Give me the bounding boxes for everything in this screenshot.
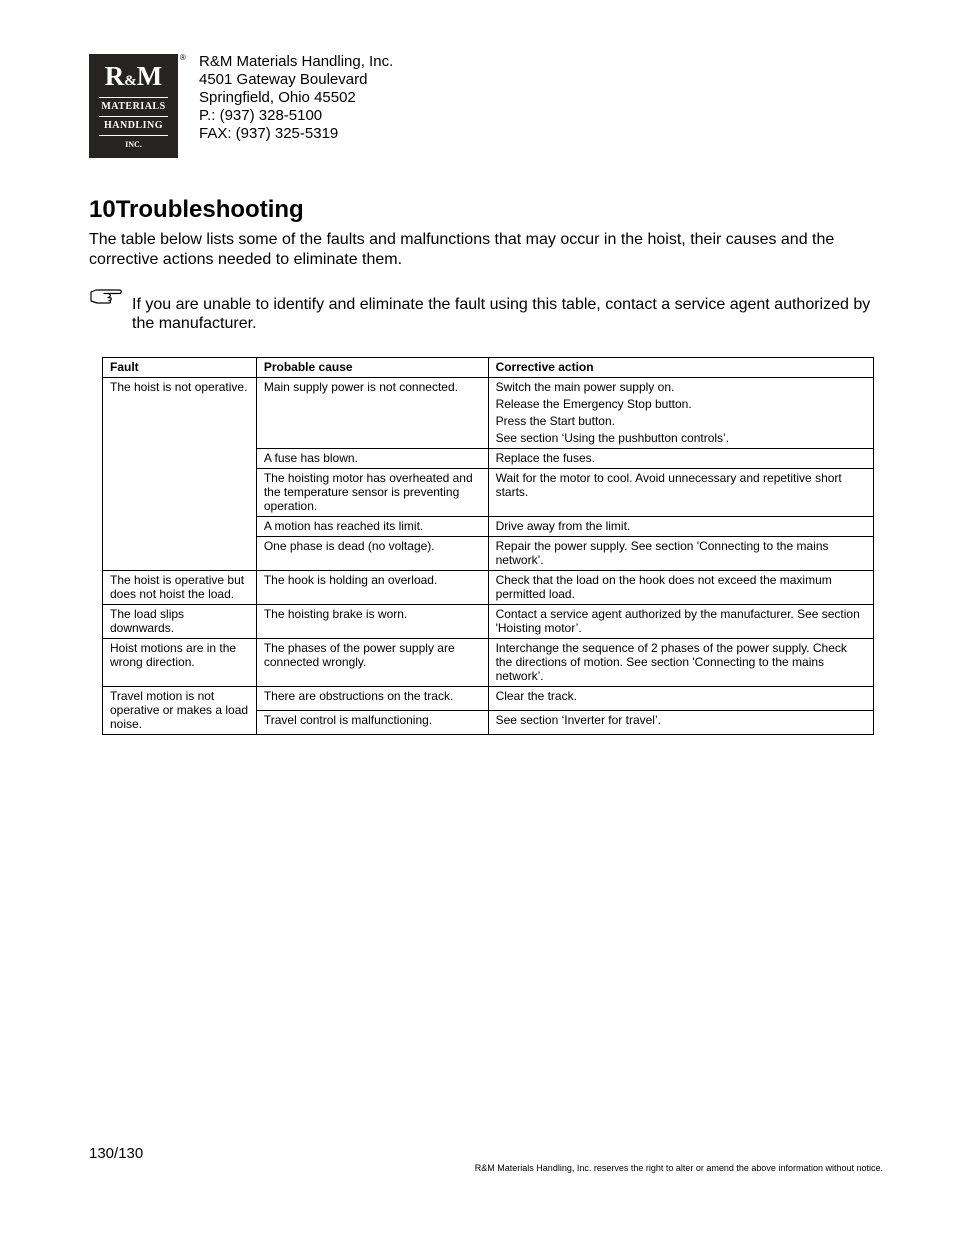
header-corrective-action: Corrective action bbox=[488, 358, 873, 378]
action-cell: See section ‘Inverter for travel’. bbox=[488, 711, 873, 735]
table-row bbox=[103, 687, 874, 711]
footer-disclaimer: R&M Materials Handling, Inc. reserves the right to alter or amend the above information without notice. bbox=[474, 1163, 883, 1173]
action-cell: Clear the track. bbox=[488, 687, 873, 711]
note-paragraph: If you are unable to identify and eliminate the fault using this table, contact a service agent authorized by the manufacturer. bbox=[132, 296, 871, 332]
header-fault: Fault bbox=[103, 358, 257, 378]
header-probable-cause: Probable cause bbox=[256, 358, 488, 378]
logo-divider bbox=[99, 97, 168, 98]
cause-cell: Travel control is malfunctioning. bbox=[256, 711, 488, 735]
cause-cell: A fuse has blown. bbox=[256, 449, 488, 469]
registered-mark: ® bbox=[180, 53, 186, 62]
action-cell: Wait for the motor to cool. Avoid unnecessary and repetitive short starts. bbox=[488, 469, 873, 517]
logo-mark: R&M bbox=[104, 61, 163, 91]
fault-cell: Hoist motions are in the wrong direction. bbox=[103, 639, 257, 687]
cause-cell: The hoisting motor has overheated and the temperature sensor is preventing operation. bbox=[256, 469, 488, 517]
action-step: Press the Start button. bbox=[495, 414, 615, 428]
action-cell: Replace the fuses. bbox=[488, 449, 873, 469]
action-step: Switch the main power supply on. bbox=[495, 380, 675, 394]
address-line: FAX: (937) 325-5319 bbox=[199, 125, 339, 142]
address-line: P.: (937) 328-5100 bbox=[199, 107, 323, 124]
logo-line-3: INC. bbox=[125, 140, 142, 149]
table-header-row bbox=[103, 358, 874, 378]
table-row bbox=[103, 605, 874, 639]
cause-cell: The hoisting brake is worn. bbox=[256, 605, 488, 639]
action-cell: Check that the load on the hook does not exceed the maximum permitted load. bbox=[488, 571, 873, 605]
cause-cell: Main supply power is not connected. bbox=[256, 378, 488, 449]
intro-paragraph: The table below lists some of the faults and malfunctions that may occur in the hoist, their causes and the corrective actions needed to eliminate them. bbox=[89, 231, 835, 268]
cause-cell: A motion has reached its limit. bbox=[256, 517, 488, 537]
fault-cell: The hoist is operative but does not hoist the load. bbox=[103, 571, 257, 605]
pointing-hand-icon bbox=[89, 284, 129, 306]
action-cell: Interchange the sequence of 2 phases of the power supply. Check the directions of motion. See section 'Connecting to the mains network’. bbox=[488, 639, 873, 687]
cause-cell: The phases of the power supply are connected wrongly. bbox=[256, 639, 488, 687]
action-cell: Drive away from the limit. bbox=[488, 517, 873, 537]
troubleshooting-table bbox=[102, 357, 874, 735]
action-cell: Repair the power supply. See section 'Connecting to the mains network’. bbox=[488, 537, 873, 571]
action-cell bbox=[488, 378, 873, 449]
action-step: Release the Emergency Stop button. bbox=[495, 397, 692, 411]
cause-cell: There are obstructions on the track. bbox=[256, 687, 488, 711]
logo-divider bbox=[99, 135, 168, 136]
logo-divider bbox=[99, 116, 168, 117]
action-step: See section ‘Using the pushbutton controls’. bbox=[495, 431, 730, 445]
fault-cell: The hoist is not operative. bbox=[103, 378, 257, 571]
table-row bbox=[103, 378, 874, 449]
cause-cell: The hook is holding an overload. bbox=[256, 571, 488, 605]
address-line: R&M Materials Handling, Inc. bbox=[199, 53, 394, 70]
cause-cell: One phase is dead (no voltage). bbox=[256, 537, 488, 571]
fault-cell: The load slips downwards. bbox=[103, 605, 257, 639]
table-row bbox=[103, 571, 874, 605]
company-address bbox=[199, 53, 393, 143]
section-title: 10Troubleshooting bbox=[89, 196, 304, 223]
address-line: Springfield, Ohio 45502 bbox=[199, 89, 356, 106]
action-cell: Contact a service agent authorized by the manufacturer. See section 'Hoisting motor’. bbox=[488, 605, 873, 639]
logo-line-1: MATERIALS bbox=[101, 101, 166, 112]
table-row bbox=[103, 639, 874, 687]
address-line: 4501 Gateway Boulevard bbox=[199, 71, 368, 88]
company-logo bbox=[89, 54, 178, 158]
logo-line-2: HANDLING bbox=[103, 120, 163, 131]
fault-cell: Travel motion is not operative or makes a load noise. bbox=[103, 687, 257, 735]
page-number: 130/130 bbox=[89, 1145, 144, 1162]
